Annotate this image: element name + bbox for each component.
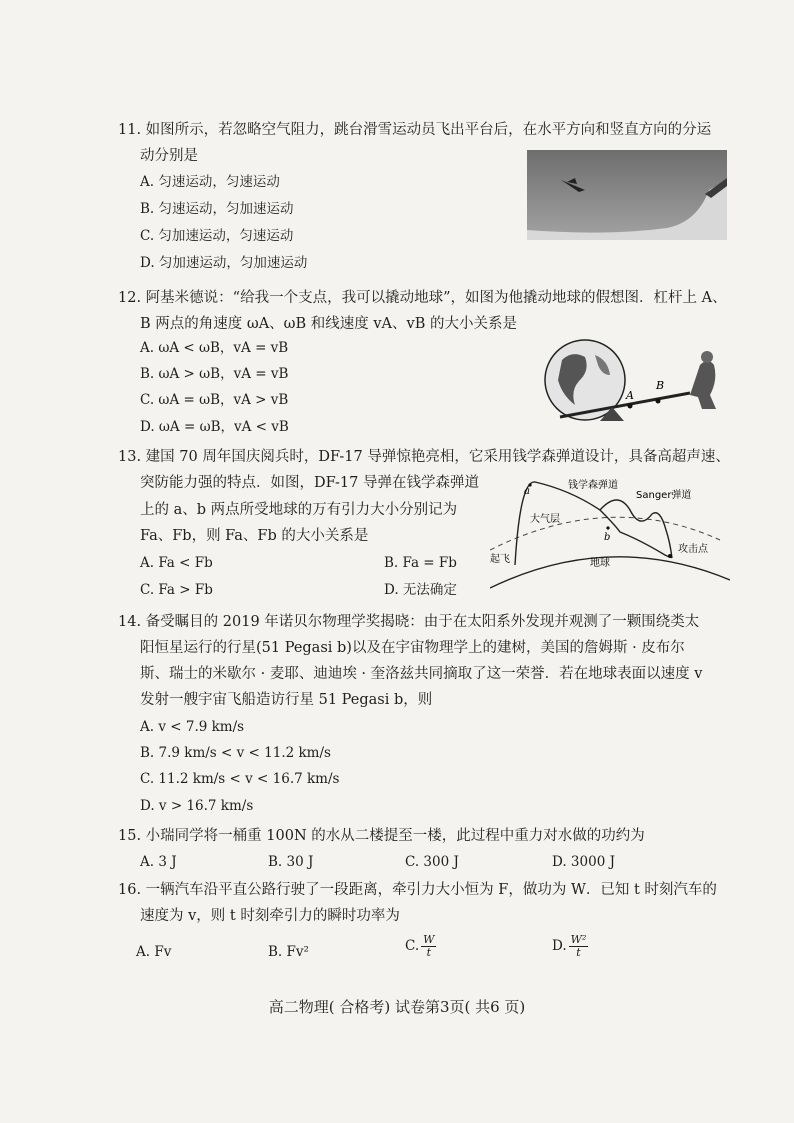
fig-label-target: 攻击点 (678, 544, 708, 555)
q14-option-a: A. v < 7.9 km/s (140, 719, 245, 735)
fig-label-qian: 钱学森弹道 (568, 480, 618, 491)
q11-stem-line1: 11. 如图所示，若忽略空气阻力，跳台滑雪运动员飞出平台后，在水平方向和竖直方向的分运 (118, 122, 712, 138)
q13-option-a: A. Fa < Fb (140, 555, 213, 571)
q14-stem-line1: 14. 备受瞩目的 2019 年诺贝尔物理学奖揭晓：由于在太阳系外发现并观测了一颗围绕类太 (118, 614, 700, 630)
q16-option-c (405, 934, 436, 959)
point-a (628, 404, 633, 409)
q12-option-a: A. ωA < ωB，vA = vB (140, 340, 289, 356)
ski-jump-photo (527, 150, 727, 240)
q14-option-c: C. 11.2 km/s < v < 16.7 km/s (140, 771, 340, 787)
fig-label-sanger: Sanger弹道 (636, 490, 692, 501)
q11-option-d: D. 匀加速运动，匀加速运动 (140, 255, 308, 271)
q16-option-d-denominator: t (576, 946, 581, 959)
point-b (656, 399, 661, 404)
q12-option-b: B. ωA > ωB，vA = vB (140, 366, 289, 382)
q16-option-c-fraction (421, 934, 436, 959)
fig-label-earth: 地球 (590, 558, 610, 569)
q13-stem-line1: 13. 建国 70 周年国庆阅兵时，DF-17 导弹惊艳亮相，它采用钱学森弹道设计，具备高超声速、 (118, 449, 730, 465)
q12-stem-line1: 12. 阿基米德说：“给我一个支点，我可以撬动地球”，如图为他撬动地球的假想图．杠杆上 A、 (118, 290, 727, 306)
q12-stem-line2: B 两点的角速度 ωA、ωB 和线速度 vA、vB 的大小关系是 (140, 316, 517, 332)
q16-option-c-denominator: t (426, 946, 431, 959)
target-dot (668, 554, 672, 558)
q14-stem-line4: 发射一艘宇宙飞船造访行星 51 Pegasi b，则 (140, 692, 433, 708)
q13-stem-line4: Fa、Fb，则 Fa、Fb 的大小关系是 (140, 528, 369, 544)
q14-option-b: B. 7.9 km/s < v < 11.2 km/s (140, 745, 331, 761)
label-b: B (656, 379, 665, 392)
q16-option-c-prefix: C. (405, 938, 420, 954)
q14-stem-line3: 斯、瑞士的米歇尔 · 麦耶、迪迪埃 · 奎洛兹共同摘取了这一荣誉．若在地球表面以速度 v (140, 666, 703, 682)
archimedes-lever-figure (540, 335, 730, 435)
q15-option-a: A. 3 J (140, 854, 177, 870)
q15-option-c: C. 300 J (405, 854, 459, 870)
q13-stem-line2: 突防能力强的特点．如图，DF-17 导弹在钱学森弹道 (140, 475, 479, 491)
fig-label-atmosphere: 大气层 (530, 514, 560, 525)
fig-label-b: b (604, 532, 611, 543)
q14-stem-line2: 阳恒星运行的行星(51 Pegasi b)以及在宇宙物理学上的建树，美国的詹姆斯 · 皮布尔 (140, 640, 685, 656)
earth-surface (490, 557, 730, 588)
q16-option-d-prefix: D. (552, 938, 567, 954)
q16-option-d-fraction (569, 934, 589, 959)
q13-option-c: C. Fa > Fb (140, 582, 213, 598)
fig-label-a: a (524, 486, 530, 497)
q11-option-b: B. 匀速运动，匀加速运动 (140, 201, 294, 217)
q16-option-b: B. Fv² (268, 944, 309, 960)
q15-option-d: D. 3000 J (552, 854, 615, 870)
q16-option-d (552, 934, 588, 959)
q13-option-b: B. Fa = Fb (384, 555, 457, 571)
q12-option-d: D. ωA = ωB，vA < vB (140, 419, 289, 435)
point-b-dot (606, 526, 609, 529)
q14-option-d: D. v > 16.7 km/s (140, 798, 254, 814)
archimedes-figure (690, 361, 716, 409)
label-a: A (626, 389, 634, 402)
q12-option-c: C. ωA = ωB，vA > vB (140, 392, 289, 408)
page-footer: 高二物理( 合格考) 试卷第3页( 共6 页) (268, 998, 526, 1016)
q13-stem-line3: 上的 a、b 两点所受地球的万有引力大小分别记为 (140, 502, 458, 518)
fig-label-takeoff: 起飞 (490, 554, 510, 565)
q16-stem-line2: 速度为 v，则 t 时刻牵引力的瞬时功率为 (140, 908, 400, 924)
q16-stem-line1: 16. 一辆汽车沿平直公路行驶了一段距离，牵引力大小恒为 F，做功为 W．已知 t 时刻汽车的 (118, 882, 717, 898)
q15-option-b: B. 30 J (268, 854, 314, 870)
q13-option-d: D. 无法确定 (384, 582, 457, 598)
sanger-trajectory (600, 500, 672, 558)
trajectory-figure (490, 470, 730, 590)
q16-option-c-numerator: W (423, 933, 435, 946)
q16-option-d-numerator: W² (570, 933, 587, 946)
q11-stem-line2: 动分别是 (140, 148, 198, 164)
q15-stem-line1: 15. 小瑞同学将一桶重 100N 的水从二楼提至一楼，此过程中重力对水做的功约为 (118, 828, 645, 844)
q11-option-a: A. 匀速运动，匀速运动 (140, 174, 280, 190)
q16-option-a: A. Fv (136, 944, 172, 960)
q11-option-c: C. 匀加速运动，匀速运动 (140, 228, 294, 244)
